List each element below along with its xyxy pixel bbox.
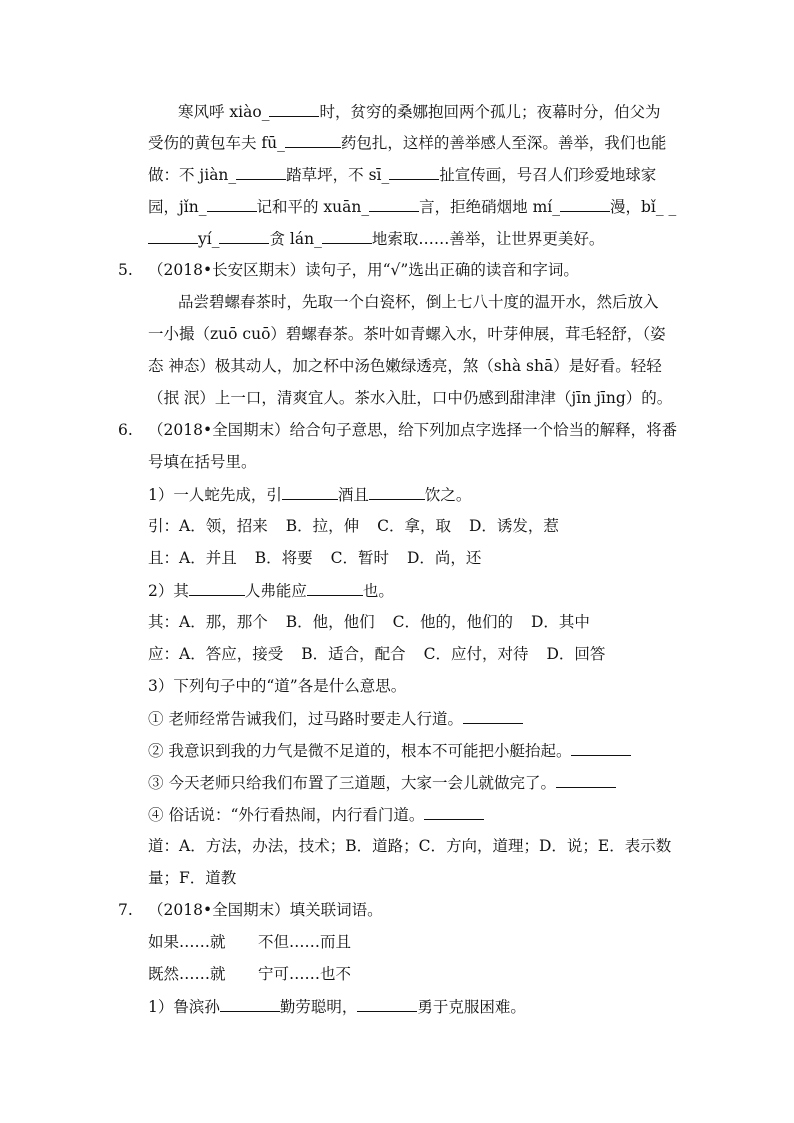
answer-blank[interactable] <box>322 228 372 244</box>
q5-passage-line: 品尝碧螺春茶时，先取一个白瓷杯，倒上七八十度的温开水，然后放入 <box>178 293 659 311</box>
q4-line-5: yí_ 贪 lán_ 地索取……善举，让世界更美好。 <box>148 228 604 249</box>
q5-stem: （2018•长安区期末）读句子，用“√”选出正确的读音和字词。 <box>148 261 579 279</box>
answer-blank[interactable] <box>424 804 484 820</box>
q6-options-qi: 其：A．那，那个 B．他，他们 C．他的，他们的 D．其中 <box>148 613 590 631</box>
q6-dao-item-1: ① 老师经常告诫我们，过马路时要走人行道。 <box>148 708 523 729</box>
answer-blank[interactable] <box>220 996 280 1012</box>
answer-blank[interactable] <box>285 132 341 148</box>
q4-line-4: 园，jǐn_ 记和平的 xuān_ 言，拒绝硝烟地 mí_ 漫，bǐ_ _ <box>148 198 677 216</box>
answer-blank[interactable] <box>189 580 245 596</box>
answer-blank[interactable] <box>463 708 523 724</box>
q6-dao-options: 道：A．方法，办法，技术；B．道路；C．方向，道理；D．说；E．表示数 <box>148 837 672 855</box>
answer-blank[interactable] <box>571 740 631 756</box>
answer-blank[interactable] <box>269 101 319 117</box>
answer-blank[interactable] <box>219 228 269 244</box>
answer-blank[interactable] <box>236 164 286 180</box>
q6-number: 6. <box>118 421 133 439</box>
q6-options-yin: 引：A．领，招来 B．拉，伸 C．拿，取 D．诱发，惹 <box>148 517 559 535</box>
q5-passage-line: （抿 泯）上一口，清爽宜人。茶水入肚，口中仍感到甜津津（jīn jīng）的。 <box>148 389 673 407</box>
q4-line-1: 寒风呼 xiào_ 时，贫穷的桑娜抱回两个孤儿；夜幕时分，伯父为 <box>178 103 661 121</box>
q6-dao-options-cont: 量；F．道教 <box>148 869 237 887</box>
q6-dao-item-4: ④ 俗话说：“外行看热闹，内行看门道。 <box>148 804 484 825</box>
q6-options-qie: 且：A．并且 B．将要 C．暂时 D．尚，还 <box>148 549 482 567</box>
q7-stem: （2018•全国期末）填关联词语。 <box>148 901 383 919</box>
answer-blank[interactable] <box>389 164 439 180</box>
answer-blank[interactable] <box>556 772 616 788</box>
q6-dao-item-3: ③ 今天老师只给我们布置了三道题，大家一会儿就做完了。 <box>148 772 616 793</box>
q5-passage-line: 态 神态）极其动人，加之杯中汤色嫩绿透亮，煞（shà shā）是好看。轻轻 <box>148 357 662 375</box>
answer-blank[interactable] <box>282 484 338 500</box>
q5-passage-line: 一小撮（zuō cuō）碧螺春茶。茶叶如青螺入水，叶芽伸展，茸毛轻舒，（姿 <box>148 325 666 343</box>
q6-options-ying: 应：A．答应，接受 B．适合，配合 C．应付，对待 D．回答 <box>148 645 606 663</box>
answer-blank[interactable] <box>148 228 198 244</box>
answer-blank[interactable] <box>307 580 363 596</box>
q4-line-2: 受伤的黄包车夫 fū_ 药包扎，这样的善举感人至深。善举，我们也能 <box>148 134 667 152</box>
q6-stem-cont: 号填在括号里。 <box>148 453 257 471</box>
answer-blank[interactable] <box>357 996 417 1012</box>
q6-stem: （2018•全国期末）给合句子意思，给下列加点字选择一个恰当的解释，将番 <box>148 421 678 439</box>
q5-number: 5. <box>118 261 133 279</box>
answer-blank[interactable] <box>560 196 610 212</box>
answer-blank[interactable] <box>369 196 419 212</box>
q6-dao-item-2: ② 我意识到我的力气是微不足道的，根本不可能把小艇抬起。 <box>148 740 631 761</box>
q6-sentence-3: 3）下列句子中的“道”各是什么意思。 <box>148 677 407 695</box>
q7-number: 7. <box>118 901 133 919</box>
q7-sentence-1: 1）鲁滨孙 勤劳聪明， 勇于克服困难。 <box>148 998 526 1016</box>
answer-blank[interactable] <box>207 196 257 212</box>
q6-sentence-1: 1）一人蛇先成，引 酒且 饮之。 <box>148 486 472 504</box>
q4-line-3: 做：不 jiàn_ 踏草坪，不 sī_ 扯宣传画，号召人们珍爱地球家 <box>148 166 657 184</box>
answer-blank[interactable] <box>369 484 425 500</box>
q7-word-bank-row: 如果……就 不但……而且 <box>148 933 352 951</box>
q7-word-bank-row: 既然……就 宁可……也不 <box>148 965 352 983</box>
q6-sentence-2: 2）其 人弗能应 也。 <box>148 582 394 600</box>
